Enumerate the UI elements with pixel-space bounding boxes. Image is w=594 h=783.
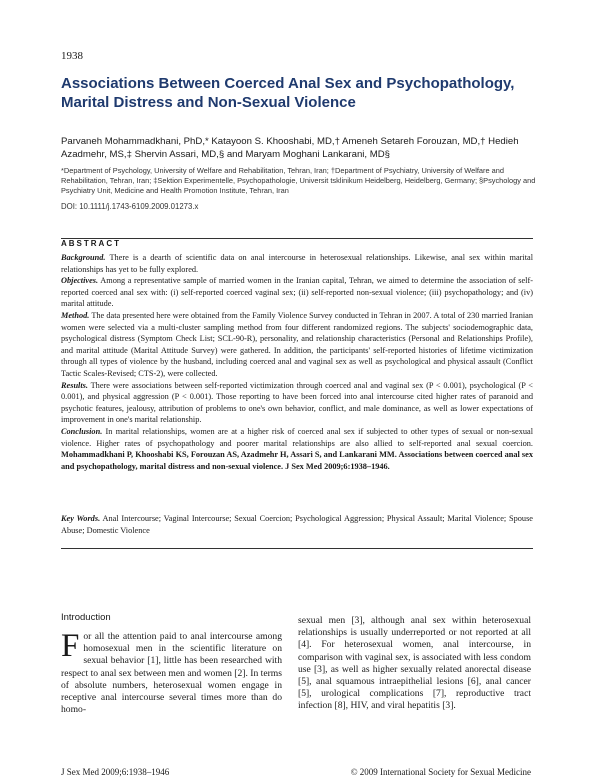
keywords-label: Key Words. (61, 514, 101, 523)
journal-citation-footer: J Sex Med 2009;6:1938–1946 (61, 767, 170, 777)
doi: DOI: 10.1111/j.1743-6109.2009.01273.x (61, 202, 199, 211)
method-text: The data presented here were obtained from the Family Violence Survey conducted in Tehran in 2007. A total of 230 married Iranian women were selected via a multi-cluster sampling method from four different randomized regions. The subjects' sociodemographic data, psychological distress (Symptom Check List; SCL-90-R), personality, and relationship characteristics (Personal and Relationships Profile), and marital attitude (Marital Attitude Survey) were gathered. In addition, the participants' self-reported histories of lifetime victimization through all types of violence by the husband, including coerced anal and vaginal sex as well as psychological and physical assault (Conflict Tactic Scales-Revised; CTS-2), were collected. (61, 310, 533, 378)
copyright-footer: © 2009 International Society for Sexual Medicine (350, 767, 531, 777)
citation-text: Mohammadkhani P, Khooshabi KS, Forouzan AS, Azadmehr H, Assari S, and Lankarani MM. Associations between coerced anal sex and psychopathology, marital distress and non-sexual violence. J Sex Med 2009;6:1938–1946. (61, 450, 533, 471)
method-label: Method. (61, 310, 90, 320)
author-list: Parvaneh Mohammadkhani, PhD,* Katayoon S. Khooshabi, MD,† Ameneh Setareh Forouzan, MD,† Hedieh Azadmehr, MS,‡ Shervin Assari, MD,§ and Maryam Moghani Lankarani, MD§ (61, 136, 519, 160)
keywords (61, 513, 533, 536)
intro-left-column (61, 628, 282, 716)
conclusion-text: In marital relationships, women are at a higher risk of coerced anal sex if subjected to other types of sexual or non-sexual violence. Higher rates of psychopathology and poorer marital relationships are also allied to self-reported anal sexual coercion. (61, 426, 533, 448)
abstract-results (61, 380, 533, 426)
abstract-heading-label: ABSTRACT (61, 239, 124, 248)
objectives-label: Objectives. (61, 276, 99, 286)
abstract-conclusion (61, 426, 533, 472)
affiliations: *Department of Psychology, University of Welfare and Rehabilitation, Tehran, Iran; †Department of Psychiatry, University of Welfare and Rehabilitation, Tehran, Iran; ‡Sektion Experimentelle, Psychopathologie, Universit tsklinikum Heidelberg, Heidelberg, Germany; §Psychology and Psychiatry Unit, Medicine and Health Promotion Institute, Tehran, Iran (61, 166, 536, 195)
background-text: There is a dearth of scientific data on anal intercourse in heterosexual relationships. Likewise, anal sex within marital relationships has yet to be fully explored. (61, 253, 533, 274)
objectives-text: Among a representative sample of married women in the Iranian capital, Tehran, we aimed to determine the association of self-reported coerced anal sex with: (i) self-reported coerced vaginal sex; (ii) self-reported non-sexual violence; (iii) psychopathology; and (iv) marital attitude. (61, 276, 533, 309)
page-number: 1938 (61, 50, 83, 62)
article-title: Associations Between Coerced Anal Sex and Psychopathology, Marital Distress and Non-Sexual Violence (61, 75, 515, 111)
intro-paragraph (61, 628, 282, 716)
abstract-heading (61, 233, 533, 248)
drop-cap: F (61, 628, 80, 664)
abstract-objectives (61, 275, 533, 310)
results-label: Results. (61, 380, 88, 390)
intro-right-text: sexual men [3], although anal sex within heterosexual relationships is usually underreported or not reported at all [4]. For heterosexual women, anal intercourse, in comparison with vaginal sex, is associated with less condom use [3], as well as higher sexually related anorectal disease [5], anal squamous intraepithelial lesions [6], anal cancer [5], urological complications [7], reproductive tract infection [8], HIV, and viral hepatitis [3]. (298, 615, 531, 712)
abstract-bottom-rule (61, 548, 533, 549)
abstract-background (61, 252, 533, 275)
intro-right-column (298, 615, 531, 713)
abstract-method (61, 310, 533, 380)
conclusion-label: Conclusion. (61, 426, 103, 436)
results-text: There were associations between self-reported victimization through coerced anal and vaginal sex (P < 0.001), psychological (P < 0.001), and physical aggression (P < 0.001). Those reporting to have been forced into anal intercourse cited higher rates of paranoid and psychotic features, jealousy, attribution of problems to one's own behavior, conflict, and male dominance, as well as lower expectations of improvement in one's marital relationship. (61, 380, 533, 425)
abstract-heading-rule (61, 238, 533, 239)
keywords-text: Anal Intercourse; Vaginal Intercourse; Sexual Coercion; Psychological Aggression; Physical Assault; Marital Violence; Spouse Abuse; Domestic Violence (61, 514, 533, 535)
abstract-body (61, 252, 533, 472)
background-label: Background. (61, 253, 106, 262)
introduction-heading: Introduction (61, 612, 111, 623)
intro-left-text: or all the attention paid to anal intercourse among homosexual men in the scientific literature on sexual behavior [1], little has been researched with respect to anal sex between men and women [2]. In terms of absolute numbers, heterosexual women engage in receptive anal intercourse several times more than do homo- (61, 631, 282, 716)
